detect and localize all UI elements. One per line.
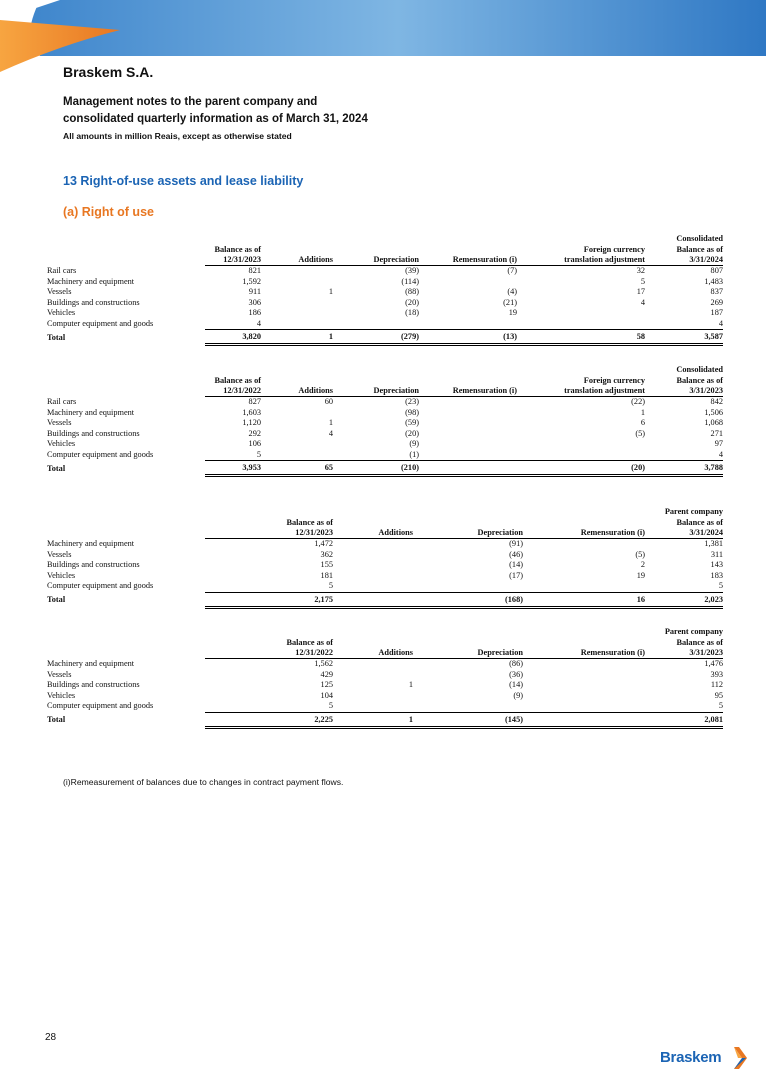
table-row: Vehicles 104 (9) 95 [47,690,723,700]
logo-text: Braskem [660,1049,722,1066]
table-title: Consolidated [676,364,723,374]
parent-2024-table [47,505,723,609]
table-row: Computer equipment and goods 4 4 [47,318,723,328]
column-header: Foreign currency translation adjustment [517,374,645,397]
table-row: Computer equipment and goods 5 5 [47,581,723,591]
table-row: Machinery and equipment 1,562 (86) 1,476 [47,658,723,668]
table-total-row: Total 3,953 65 (210) (20) 3,788 [47,461,723,476]
table-row: Vehicles 181 (17) 19 183 [47,570,723,580]
table-title-row [47,232,723,243]
consolidated-2023-table [47,363,723,477]
table-title-row [47,505,723,516]
table-row: Buildings and constructions 306 (20) (21) 4 269 [47,297,723,307]
column-header: Foreign currency translation adjustment [517,243,645,266]
section-title: 13 Right-of-use assets and lease liability [63,174,304,188]
column-header: Depreciation [413,516,523,539]
column-header: Balance as of 12/31/2022 [205,636,333,659]
logo-chevron-icon [732,1045,748,1071]
table-total-row: Total 2,225 1 (145) 2,081 [47,712,723,727]
table-row: Computer equipment and goods 5 (1) 4 [47,449,723,459]
report-subtitle: All amounts in million Reais, except as otherwise stated [63,131,292,141]
table-row: Vessels 429 (36) 393 [47,669,723,679]
table-row: Buildings and constructions 292 4 (20) (5) 271 [47,428,723,438]
table-row: Buildings and constructions 155 (14) 2 143 [47,560,723,569]
column-header: Remensuration (i) [419,243,517,266]
braskem-logo [660,1043,750,1073]
table-row: Machinery and equipment 1,472 (91) 1,381 [47,538,723,548]
column-header: Balance as of 3/31/2023 [645,636,723,659]
column-header: Additions [333,636,413,659]
table-row: Vessels 362 (46) (5) 311 [47,549,723,559]
parent-2023-table [47,625,723,729]
table-total-row: Total 2,175 (168) 16 2,023 [47,592,723,607]
column-header: Balance as of 3/31/2024 [645,516,723,539]
table-title-row [47,625,723,636]
column-header: Remensuration (i) [419,374,517,397]
report-title-line2: consolidated quarterly information as of March 31, 2024 [63,113,368,125]
column-header: Balance as of 12/31/2022 [205,374,261,397]
consolidated-2024-table [47,232,723,346]
column-header: Additions [261,374,333,397]
table-row: Machinery and equipment 1,603 (98) 1 1,506 [47,407,723,417]
table-title: Parent company [664,506,723,516]
column-header: Balance as of 3/31/2024 [645,243,723,266]
column-header: Additions [333,516,413,539]
column-header: Remensuration (i) [523,636,645,659]
table-title: Parent company [664,626,723,636]
column-header: Balance as of 12/31/2023 [205,516,333,539]
table-row: Machinery and equipment 1,592 (114) 5 1,483 [47,276,723,286]
table-row: Vessels 911 1 (88) (4) 17 837 [47,287,723,296]
table-row: Vehicles 106 (9) 97 [47,439,723,448]
column-header: Depreciation [333,374,419,397]
page-number: 28 [45,1032,57,1043]
table-row: Buildings and constructions 125 1 (14) 112 [47,680,723,689]
column-header: Depreciation [413,636,523,659]
company-name: Braskem S.A. [63,64,154,80]
report-title-line1: Management notes to the parent company and [63,96,318,108]
table-header-row [47,243,723,266]
footnote: (i)Remeasurement of balances due to changes in contract payment flows. [63,777,344,787]
column-header: Balance as of 12/31/2023 [205,243,261,266]
column-header: Depreciation [333,243,419,266]
table-row: Rail cars 827 60 (23) (22) 842 [47,396,723,406]
subsection-title: (a) Right of use [63,205,154,219]
column-header: Additions [261,243,333,266]
table-header-row [47,374,723,397]
table-title: Consolidated [676,233,723,243]
table-header-row [47,516,723,539]
table-row: Vehicles 186 (18) 19 187 [47,308,723,317]
table-header-row [47,636,723,659]
column-header: Balance as of 3/31/2023 [645,374,723,397]
column-header: Remensuration (i) [523,516,645,539]
table-row: Vessels 1,120 1 (59) 6 1,068 [47,418,723,427]
table-title-row [47,363,723,374]
table-row: Computer equipment and goods 5 5 [47,701,723,711]
header-banner [0,0,766,72]
table-total-row: Total 3,820 1 (279) (13) 58 3,587 [47,330,723,345]
table-row: Rail cars 821 (39) (7) 32 807 [47,265,723,275]
